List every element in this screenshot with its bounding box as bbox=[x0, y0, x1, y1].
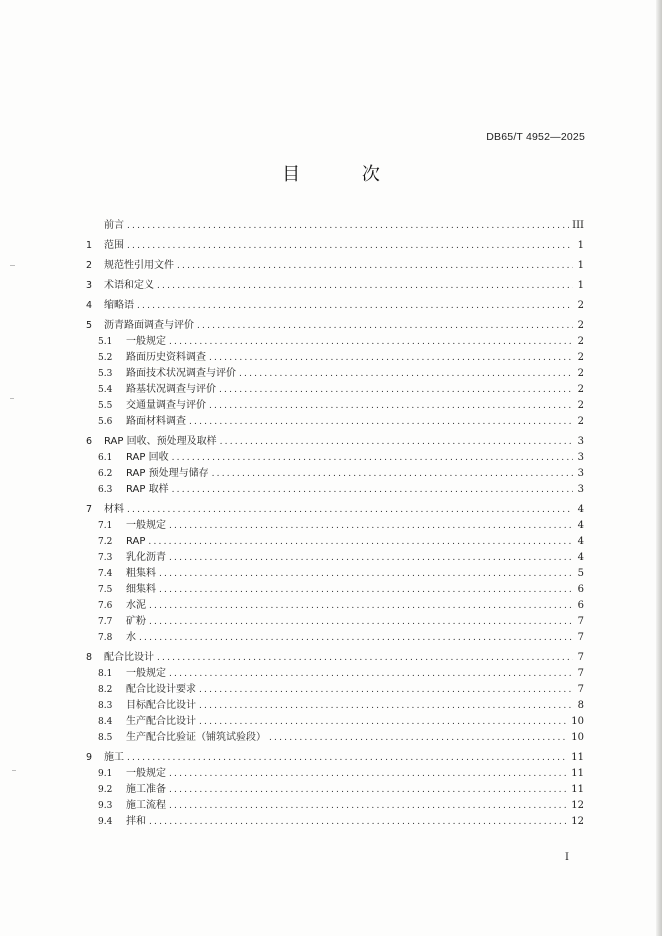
toc-entry-label: 粗集料 bbox=[126, 568, 156, 579]
toc-entry-page: 7 bbox=[577, 652, 584, 663]
toc-entry-page: 7 bbox=[577, 616, 584, 627]
toc-entry-number: 5.3 bbox=[98, 369, 113, 379]
toc-entry[interactable] bbox=[86, 298, 584, 314]
toc-entry-page: 2 bbox=[577, 368, 584, 379]
toc-entry-number: 4 bbox=[86, 300, 93, 311]
scan-mark bbox=[10, 398, 14, 399]
toc-leader-dots bbox=[172, 450, 573, 466]
toc-entry-page: 2 bbox=[577, 400, 584, 411]
toc-entry-number: 6.1 bbox=[98, 453, 113, 463]
toc-entry-label: RAP 回收 bbox=[126, 452, 169, 463]
toc-entry[interactable] bbox=[86, 782, 584, 798]
toc-entry-label: 一般规定 bbox=[126, 668, 166, 679]
toc-entry[interactable] bbox=[86, 466, 584, 482]
toc-entry-number: 3 bbox=[86, 280, 93, 291]
toc-entry-number: 9.1 bbox=[98, 769, 113, 779]
toc-entry[interactable] bbox=[86, 766, 584, 782]
toc-entry[interactable] bbox=[86, 218, 584, 234]
toc-leader-dots bbox=[148, 534, 573, 550]
page-title: 目 次 bbox=[282, 164, 408, 185]
toc-entry-number: 7.7 bbox=[98, 617, 113, 627]
toc-entry[interactable] bbox=[86, 566, 584, 582]
toc-entry[interactable] bbox=[86, 334, 584, 350]
toc-leader-dots bbox=[239, 366, 573, 382]
page-number: I bbox=[565, 852, 569, 863]
toc-leader-dots bbox=[169, 666, 573, 682]
toc-entry-number: 8.2 bbox=[98, 685, 113, 695]
toc-entry-page: 10 bbox=[571, 716, 584, 727]
toc-entry-number: 8.4 bbox=[98, 717, 113, 727]
toc-entry-label: 生产配合比验证（铺筑试验段） bbox=[126, 732, 266, 743]
toc-entry[interactable] bbox=[86, 366, 584, 382]
toc-entry-label: 术语和定义 bbox=[104, 280, 154, 291]
toc-entry-number: 5.1 bbox=[98, 337, 113, 347]
toc-entry[interactable] bbox=[86, 518, 584, 534]
toc-entry-page: 11 bbox=[571, 784, 584, 795]
toc-entry-page: 1 bbox=[577, 280, 584, 291]
toc-entry[interactable] bbox=[86, 434, 584, 450]
toc-leader-dots bbox=[219, 382, 573, 398]
toc-leader-dots bbox=[269, 730, 568, 746]
toc-entry[interactable] bbox=[86, 650, 584, 666]
toc-leader-dots bbox=[157, 278, 573, 294]
toc-entry[interactable] bbox=[86, 550, 584, 566]
toc-entry-number: 7.5 bbox=[98, 585, 113, 595]
toc-leader-dots bbox=[169, 766, 568, 782]
toc-entry-number: 5.4 bbox=[98, 385, 113, 395]
toc-entry-page: 10 bbox=[571, 732, 584, 743]
toc-entry-page: 11 bbox=[571, 752, 584, 763]
toc-entry-page: 5 bbox=[577, 568, 584, 579]
toc-entry-page: 4 bbox=[577, 552, 584, 563]
toc-leader-dots bbox=[220, 434, 573, 450]
toc-leader-dots bbox=[127, 502, 573, 518]
toc-leader-dots bbox=[159, 566, 573, 582]
toc-entry-page: 2 bbox=[577, 384, 584, 395]
toc-entry-page: 3 bbox=[577, 452, 584, 463]
toc-entry-label: RAP bbox=[126, 536, 146, 547]
scan-mark bbox=[12, 770, 16, 771]
toc-entry-page: 3 bbox=[577, 484, 584, 495]
toc-entry-page: 7 bbox=[577, 632, 584, 643]
toc-entry-page: 6 bbox=[577, 584, 584, 595]
toc-entry-number: 2 bbox=[86, 260, 93, 271]
toc-entry-label: 材料 bbox=[104, 504, 124, 515]
toc-entry-number: 1 bbox=[86, 240, 93, 251]
toc-entry-page: 11 bbox=[571, 768, 584, 779]
toc-entry-label: 一般规定 bbox=[126, 336, 166, 347]
toc-entry-number: 7.4 bbox=[98, 569, 113, 579]
toc-entry-page: 3 bbox=[577, 468, 584, 479]
toc-leader-dots bbox=[127, 238, 573, 254]
toc-leader-dots bbox=[149, 814, 568, 830]
toc-leader-dots bbox=[139, 630, 573, 646]
toc-leader-dots bbox=[159, 582, 573, 598]
toc-leader-dots bbox=[197, 318, 573, 334]
toc-entry-number: 8.5 bbox=[98, 733, 113, 743]
toc-entry-page: 1 bbox=[577, 240, 584, 251]
toc-entry-label: 规范性引用文件 bbox=[104, 260, 174, 271]
document-code: DB65/T 4952—2025 bbox=[486, 131, 585, 143]
toc-leader-dots bbox=[137, 298, 573, 314]
toc-leader-dots bbox=[212, 466, 573, 482]
toc-entry[interactable] bbox=[86, 398, 584, 414]
toc-entry-label: 施工准备 bbox=[126, 784, 166, 795]
toc-entry-page: 8 bbox=[577, 700, 584, 711]
toc-leader-dots bbox=[169, 782, 568, 798]
toc-entry-page: 12 bbox=[571, 800, 584, 811]
toc-entry[interactable] bbox=[86, 238, 584, 254]
toc-entry[interactable] bbox=[86, 598, 584, 614]
toc-entry[interactable] bbox=[86, 278, 584, 294]
toc-entry-label: 目标配合比设计 bbox=[126, 700, 196, 711]
toc-entry-page: 4 bbox=[577, 536, 584, 547]
toc-entry[interactable] bbox=[86, 482, 584, 498]
toc-entry-page: 3 bbox=[577, 436, 584, 447]
toc-leader-dots bbox=[149, 614, 573, 630]
toc-entry-number: 9.2 bbox=[98, 785, 113, 795]
toc-entry-page: 7 bbox=[577, 668, 584, 679]
toc-entry-number: 7.6 bbox=[98, 601, 113, 611]
toc-leader-dots bbox=[199, 714, 568, 730]
toc-entry[interactable] bbox=[86, 750, 584, 766]
toc-entry-number: 6.3 bbox=[98, 485, 113, 495]
toc-entry-label: 水泥 bbox=[126, 600, 146, 611]
toc-entry-label: 矿粉 bbox=[126, 616, 146, 627]
toc-entry-label: 一般规定 bbox=[126, 768, 166, 779]
toc-entry-page: 4 bbox=[577, 504, 584, 515]
toc-entry[interactable] bbox=[86, 666, 584, 682]
toc-entry[interactable] bbox=[86, 534, 584, 550]
toc-entry-page: 2 bbox=[577, 300, 584, 311]
toc-entry-page: 4 bbox=[577, 520, 584, 531]
toc-entry-label: 路基状况调查与评价 bbox=[126, 384, 216, 395]
toc-entry-number: 7.3 bbox=[98, 553, 113, 563]
toc-entry-page: 6 bbox=[577, 600, 584, 611]
toc-leader-dots bbox=[157, 650, 573, 666]
toc-entry[interactable] bbox=[86, 502, 584, 518]
toc-entry[interactable] bbox=[86, 682, 584, 698]
toc-leader-dots bbox=[177, 258, 573, 274]
toc-entry[interactable] bbox=[86, 350, 584, 366]
toc-entry[interactable] bbox=[86, 698, 584, 714]
toc-entry-page: 1 bbox=[577, 260, 584, 271]
toc-entry[interactable] bbox=[86, 798, 584, 814]
toc-entry-page: 2 bbox=[577, 320, 584, 331]
toc-entry-number: 5.5 bbox=[98, 401, 113, 411]
toc-entry[interactable] bbox=[86, 318, 584, 334]
toc-entry-page: 2 bbox=[577, 416, 584, 427]
toc-entry-label: 细集料 bbox=[126, 584, 156, 595]
toc-entry-label: 生产配合比设计 bbox=[126, 716, 196, 727]
toc-entry[interactable] bbox=[86, 630, 584, 646]
toc-entry-label: 前言 bbox=[104, 220, 124, 231]
toc-entry-label: 沥青路面调查与评价 bbox=[104, 320, 194, 331]
toc-leader-dots bbox=[209, 398, 573, 414]
toc-entry-page: 12 bbox=[571, 816, 584, 827]
toc-entry-number: 9.3 bbox=[98, 801, 113, 811]
toc-entry-label: 缩略语 bbox=[104, 300, 134, 311]
toc-leader-dots bbox=[199, 682, 573, 698]
toc-entry-label: 路面历史资料调查 bbox=[126, 352, 206, 363]
toc-entry-number: 8 bbox=[86, 652, 93, 663]
toc-entry[interactable] bbox=[86, 258, 584, 274]
toc-entry-label: 路面材料调查 bbox=[126, 416, 186, 427]
toc-entry-label: 配合比设计要求 bbox=[126, 684, 196, 695]
toc-leader-dots bbox=[199, 698, 573, 714]
toc-entry-number: 5.6 bbox=[98, 417, 113, 427]
toc-entry-number: 8.1 bbox=[98, 669, 113, 679]
toc-entry-number: 9.4 bbox=[98, 817, 113, 827]
toc-entry-number: 7 bbox=[86, 504, 93, 515]
toc-leader-dots bbox=[127, 218, 569, 234]
scan-edge-shadow bbox=[656, 0, 662, 936]
toc-leader-dots bbox=[169, 334, 573, 350]
toc-entry[interactable] bbox=[86, 582, 584, 598]
toc-entry-page: 2 bbox=[577, 336, 584, 347]
toc-entry-page: III bbox=[572, 220, 584, 231]
toc-leader-dots bbox=[172, 482, 573, 498]
toc-entry-label: 范围 bbox=[104, 240, 124, 251]
toc-leader-dots bbox=[169, 798, 568, 814]
toc-leader-dots bbox=[209, 350, 573, 366]
toc-leader-dots bbox=[189, 414, 573, 430]
toc-leader-dots bbox=[149, 598, 573, 614]
toc-entry-label: 交通量调查与评价 bbox=[126, 400, 206, 411]
toc-leader-dots bbox=[169, 518, 573, 534]
toc-entry-label: 拌和 bbox=[126, 816, 146, 827]
toc-entry[interactable] bbox=[86, 714, 584, 730]
toc-entry[interactable] bbox=[86, 382, 584, 398]
toc-entry[interactable] bbox=[86, 614, 584, 630]
toc-entry-label: 配合比设计 bbox=[104, 652, 154, 663]
toc-entry-number: 7.2 bbox=[98, 537, 113, 547]
toc-entry-number: 9 bbox=[86, 752, 93, 763]
toc-entry-label: RAP 预处理与储存 bbox=[126, 468, 209, 479]
toc-entry-number: 5.2 bbox=[98, 353, 113, 363]
toc-entry-page: 2 bbox=[577, 352, 584, 363]
toc-entry[interactable] bbox=[86, 814, 584, 830]
toc-entry-label: 乳化沥青 bbox=[126, 552, 166, 563]
toc-leader-dots bbox=[127, 750, 568, 766]
toc-entry-number: 5 bbox=[86, 320, 93, 331]
toc-entry-label: 水 bbox=[126, 632, 136, 643]
toc-entry-page: 7 bbox=[577, 684, 584, 695]
scan-mark bbox=[10, 265, 15, 266]
toc-entry-label: 施工流程 bbox=[126, 800, 166, 811]
toc-entry-label: 路面技术状况调查与评价 bbox=[126, 368, 236, 379]
toc-entry-number: 6.2 bbox=[98, 469, 113, 479]
toc-entry-number: 7.1 bbox=[98, 521, 113, 531]
toc-entry-label: 一般规定 bbox=[126, 520, 166, 531]
toc-entry[interactable] bbox=[86, 450, 584, 466]
toc-entry-label: RAP 取样 bbox=[126, 484, 169, 495]
toc-entry-number: 7.8 bbox=[98, 633, 113, 643]
toc-entry-number: 6 bbox=[86, 436, 93, 447]
toc-entry-number: 8.3 bbox=[98, 701, 113, 711]
toc-entry[interactable] bbox=[86, 414, 584, 430]
toc-leader-dots bbox=[169, 550, 573, 566]
toc-entry-label: 施工 bbox=[104, 752, 124, 763]
toc-entry[interactable] bbox=[86, 730, 584, 746]
toc-entry-label: RAP 回收、预处理及取样 bbox=[104, 436, 217, 447]
